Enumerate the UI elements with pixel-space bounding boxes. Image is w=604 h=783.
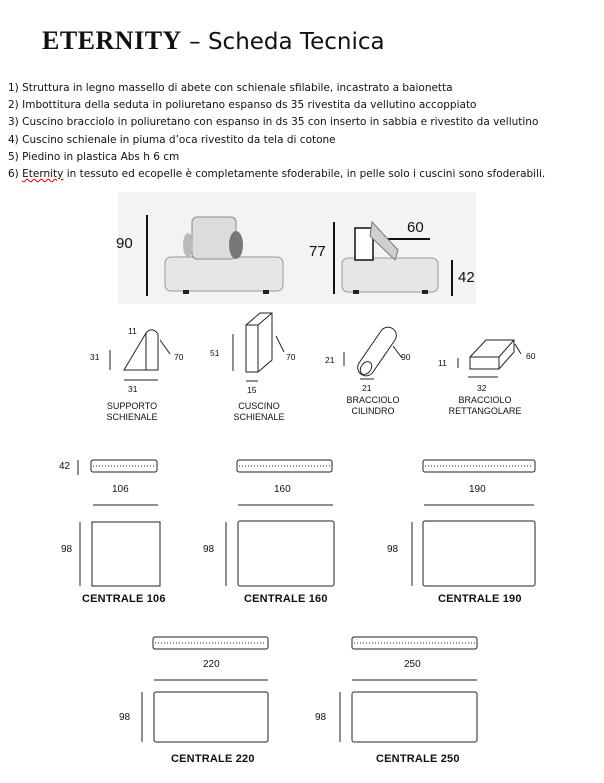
foot: [183, 290, 189, 294]
dim-label: 15: [247, 385, 257, 395]
dim-module-depth: 98: [203, 544, 215, 555]
seat-block: [165, 257, 283, 291]
dim-module-width: 190: [469, 484, 486, 495]
dim-module-width: 250: [404, 659, 421, 670]
module-label: CENTRALE 250: [376, 753, 460, 765]
caption-line: RETTANGOLARE: [448, 406, 522, 416]
cushion-cuscino-schienale: [233, 313, 284, 381]
dim-arm-depth: 60: [407, 219, 424, 236]
module-label: CENTRALE 220: [171, 753, 255, 765]
cushion-caption: [224, 401, 294, 423]
dim-label: 31: [90, 352, 100, 362]
dim-label: 70: [286, 352, 296, 362]
caption-line: BRACCIOLO: [346, 395, 400, 405]
cushion-caption: [445, 395, 525, 417]
bolster: [183, 233, 193, 257]
bolster: [229, 231, 243, 259]
dim-label: 51: [210, 348, 220, 358]
dim-module-height: 42: [59, 461, 71, 472]
caption-line: SCHIENALE: [233, 412, 285, 422]
dim-module-depth: 98: [387, 544, 399, 555]
spec-prefix: 6): [8, 168, 23, 181]
foot: [422, 290, 428, 294]
dim-line: [515, 344, 521, 354]
caption-line: CUSCINO: [238, 401, 280, 411]
title-subtitle: – Scheda Tecnica: [181, 29, 385, 55]
spellcheck-word: Eternity: [22, 168, 64, 181]
cushion-caption: [338, 395, 408, 417]
module-top-106: [92, 522, 160, 586]
brand-name: ETERNITY: [42, 26, 182, 55]
dim-line: [160, 340, 170, 354]
dim-label: 31: [128, 384, 138, 394]
caption-line: SUPPORTO: [106, 401, 158, 411]
dim-label: 70: [174, 352, 184, 362]
dim-height-arm: 77: [309, 243, 326, 260]
dim-module-depth: 98: [315, 712, 327, 723]
cushion-bracciolo-rettangolare: [458, 340, 521, 377]
dim-label: 11: [128, 326, 137, 336]
dim-label: 90: [401, 352, 411, 362]
cylinder-shape: [358, 327, 397, 376]
dim-label: 21: [325, 355, 335, 365]
cushion-supporto-schienale: [110, 330, 170, 380]
caption-line: BRACCIOLO: [458, 395, 512, 405]
dim-label: 32: [477, 383, 487, 393]
block-shape: [470, 340, 514, 369]
dim-height-back: 90: [116, 235, 133, 252]
modules-row-2: [142, 637, 477, 742]
dim-module-width: 106: [112, 484, 129, 495]
dim-module-width: 160: [274, 484, 291, 495]
cushion-bracciolo-cilindro: [344, 327, 402, 379]
foot: [353, 290, 359, 294]
cushion-caption: [100, 401, 164, 423]
seat-block: [342, 258, 438, 292]
spec-item: 3) Cuscino bracciolo in poliuretano con espanso in ds 35 con inserto in sabbia e rivestito da vellutino: [8, 116, 539, 129]
foot: [263, 290, 269, 294]
spec-item: 1) Struttura in legno massello di abete con schienale sfilabile, incastrato a baionetta: [8, 82, 453, 94]
dim-label: 21: [362, 383, 372, 393]
module-top-160: [238, 521, 334, 586]
spec-item: 4) Cuscino schienale in piuma d’oca rivestito da tela di cotone: [8, 133, 336, 146]
dim-module-depth: 98: [61, 544, 73, 555]
module-top-220: [154, 692, 268, 742]
modules-row-1: [78, 460, 535, 586]
caption-line: CILINDRO: [351, 406, 395, 416]
module-label: CENTRALE 190: [438, 593, 522, 605]
dim-label: 60: [526, 351, 536, 361]
spec-item: 5) Piedino in plastica Abs h 6 cm: [8, 150, 180, 163]
block-edge: [470, 340, 514, 369]
dim-module-width: 220: [203, 659, 220, 670]
caption-line: SCHIENALE: [106, 412, 158, 422]
slab-shape: [246, 313, 272, 372]
spec-item: 2) Imbottitura della seduta in poliuretano espanso ds 35 rivestita da vellutino accoppiato: [8, 99, 477, 112]
dim-seat-height: 42: [458, 269, 475, 286]
spec-text: in tessuto ed ecopelle è completamente sfoderabile, in pelle solo i cuscini sono sfoderabili.: [63, 168, 546, 181]
dim-line: [276, 336, 284, 352]
module-label: CENTRALE 160: [244, 593, 328, 605]
module-label: CENTRALE 106: [82, 593, 166, 605]
module-top-190: [423, 521, 535, 586]
dim-label: 11: [438, 358, 447, 368]
backrest: [192, 217, 236, 259]
dim-module-depth: 98: [119, 712, 131, 723]
module-top-250: [352, 692, 477, 742]
